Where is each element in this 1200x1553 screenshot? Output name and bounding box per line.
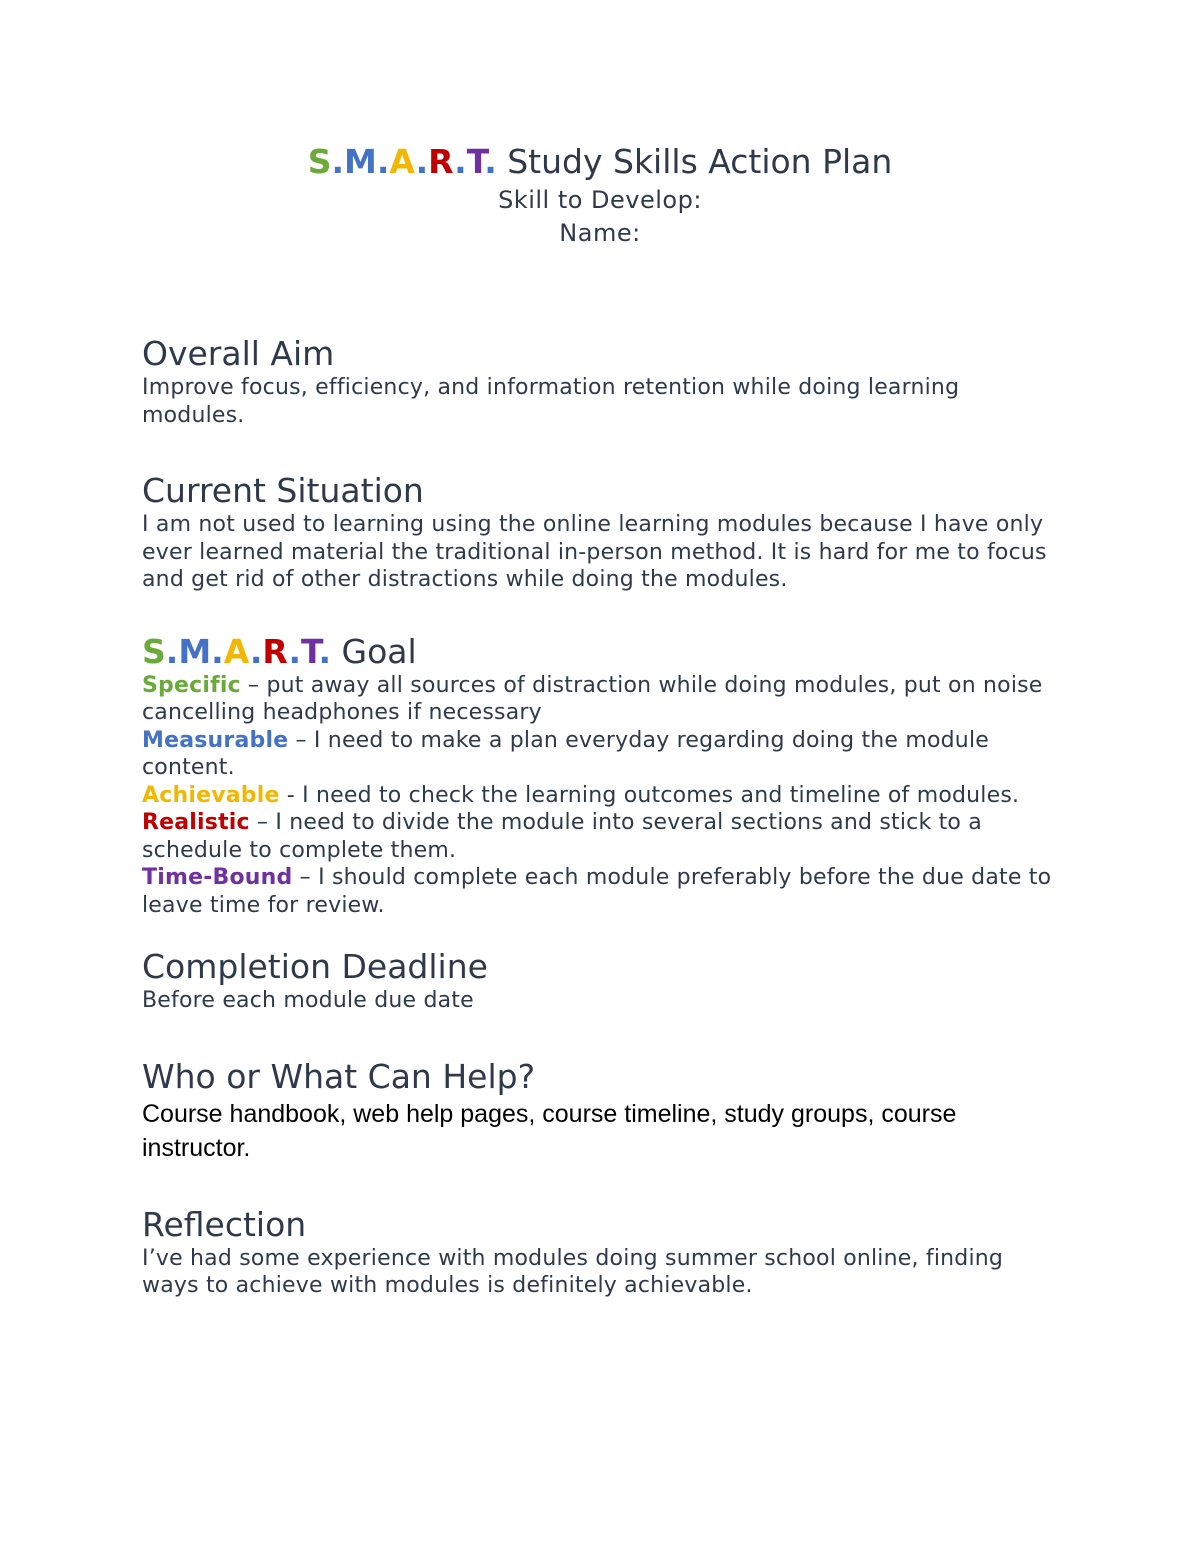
page-title xyxy=(0,140,1200,184)
acronym-dot: . xyxy=(165,631,179,671)
goal-text: I need to divide the module into several sections and stick to a schedule to complete them. xyxy=(142,810,982,863)
who-can-help-text: Course handbook, web help pages, course timeline, study groups, course instructor. xyxy=(142,1099,957,1162)
goal-text: I need to make a plan everyday regarding doing the module content. xyxy=(142,727,989,780)
goal-text: put away all sources of distraction while doing modules, put on noise cancelling headphones if necessary xyxy=(142,672,1043,725)
acronym-letter-m: M xyxy=(178,631,212,671)
acronym-letter-m: M xyxy=(344,142,377,181)
acronym-dot: . xyxy=(376,142,390,181)
completion-deadline-section xyxy=(142,947,1062,1015)
acronym-letter-s: S xyxy=(142,631,166,671)
current-situation-heading: Current Situation xyxy=(142,471,424,510)
acronym-dot: . xyxy=(415,142,429,181)
goal-label: Time-Bound xyxy=(142,865,293,890)
skill-label: Skill to Develop: xyxy=(498,186,702,214)
overall-aim-section xyxy=(142,334,1062,429)
goal-sep: – xyxy=(240,672,267,698)
acronym-letter-t: T xyxy=(301,631,319,671)
document-page xyxy=(142,140,1062,1300)
goal-label: Specific xyxy=(142,672,241,698)
acronym-dot: . xyxy=(318,631,332,671)
smart-goal-section xyxy=(142,632,1062,920)
current-situation-text: I am not used to learning using the online learning modules because I have only ever learned material the traditional in-person method. It is hard for me to focus and get rid of other distractions while doing the modules. xyxy=(142,512,1047,592)
goal-text: I should complete each module preferably before the due date to leave time for review. xyxy=(142,865,1052,918)
acronym-letter-r: R xyxy=(262,631,289,671)
goal-item-realistic xyxy=(142,809,1062,864)
acronym-dot: . xyxy=(211,631,224,671)
goal-sep: – xyxy=(292,865,319,890)
acronym-dot: . xyxy=(484,142,497,181)
completion-deadline-heading: Completion Deadline xyxy=(142,947,488,986)
goal-sep: – xyxy=(288,727,314,753)
goal-item-achievable xyxy=(142,782,1062,810)
goal-label: Achievable xyxy=(142,782,280,808)
smart-goal-heading xyxy=(142,632,1062,672)
title-text: Study Skills Action Plan xyxy=(507,142,893,181)
goal-sep: – xyxy=(249,810,276,835)
acronym-letter-s: S xyxy=(307,142,332,181)
acronym-dot: . xyxy=(331,142,345,181)
goal-item-measurable xyxy=(142,727,1062,782)
name-label: Name: xyxy=(559,219,641,247)
acronym-letter-t: T xyxy=(466,142,485,181)
who-can-help-section xyxy=(142,1057,1062,1165)
goal-text: I need to check the learning outcomes and timeline of modules. xyxy=(302,782,1020,808)
smart-goal-heading-text: Goal xyxy=(341,631,417,671)
reflection-heading: Reflection xyxy=(142,1204,307,1244)
acronym-letter-r: R xyxy=(428,142,455,181)
goal-item-time-bound xyxy=(142,864,1062,919)
completion-deadline-text: Before each module due date xyxy=(142,988,474,1013)
acronym-letter-a: A xyxy=(223,631,250,671)
goal-sep: - xyxy=(279,782,303,808)
goal-label: Realistic xyxy=(142,810,250,835)
who-can-help-heading: Who or What Can Help? xyxy=(142,1056,536,1096)
acronym-dot: . xyxy=(454,142,467,181)
overall-aim-heading: Overall Aim xyxy=(142,334,335,373)
acronym-dot: . xyxy=(249,631,263,671)
acronym-dot: . xyxy=(288,631,301,671)
reflection-text: I’ve had some experience with modules doing summer school online, finding ways to achieve with modules is definitely achievable. xyxy=(142,1245,1004,1298)
goal-item-specific xyxy=(142,672,1062,727)
current-situation-section xyxy=(142,471,1062,594)
header xyxy=(0,140,1200,250)
reflection-section xyxy=(142,1205,1062,1300)
overall-aim-text: Improve focus, efficiency, and information retention while doing learning modules. xyxy=(142,375,960,428)
acronym-letter-a: A xyxy=(389,142,416,181)
goal-label: Measurable xyxy=(142,727,289,753)
